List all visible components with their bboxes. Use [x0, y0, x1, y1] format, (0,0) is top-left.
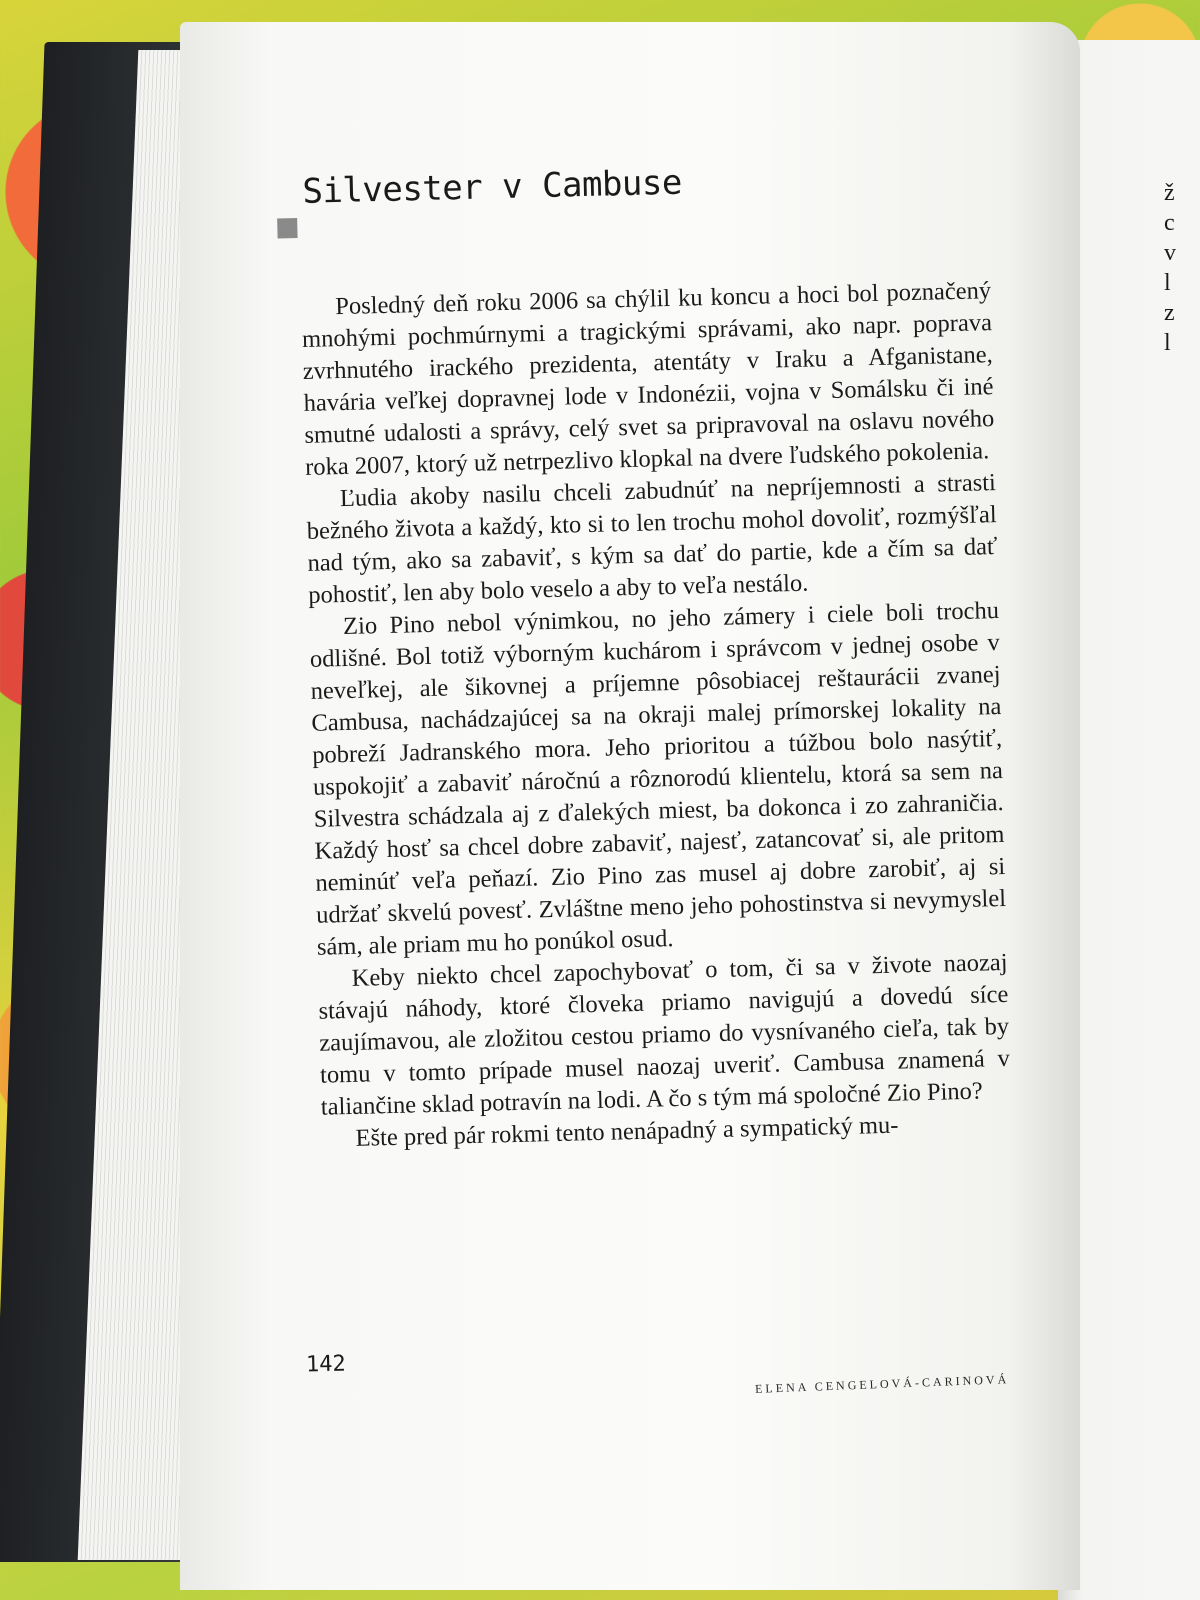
next-page-fragment: v	[1164, 240, 1176, 266]
chapter-body	[301, 275, 1012, 1156]
paragraph: Zio Pino nebol výnimkou, no jeho zámery i ciele boli trochu odlišné. Bol totiž výborným kuchárom i správcom v jednej osobe v neveľkej, ale šikovnej a príjemne pôsobiacej reštaurácii zvanej Cambusa, nachádzajúcej sa na okraji malej prímorskej lokality na pobreží Jadranského mora. Jeho prioritou a túžbou bolo nasýtiť, uspokojiť a zabaviť náročnú a rôznorodú klientelu, ktorá sa sem na Silvestra schádzala aj z ďalekých miest, ba dokonca i zo zahraničia. Každý hosť sa chcel dobre zabaviť, najesť, zatancovať si, ale pritom neminúť veľa peňazí. Zio Pino zas musel aj dobre zarobiť, aj si udržať skvelú povesť. Zvláštne meno jeho pohostinstva si nevymyslel sám, ale priam mu ho ponúkol osud.	[309, 597, 1007, 961]
next-page-fragment: z	[1164, 300, 1175, 326]
heading-square-marker	[277, 218, 297, 238]
paragraph: Posledný deň roku 2006 sa chýlil ku koncu a hoci bol poznačený mnohými pochmúrnymi a tragickými správami, ako napr. poprava zvrhnutého irackého prezidenta, atentáty v Iraku a Afganistane, havária veľkej dopravnej lode v Indonézii, vojna v Somálsku či iné smutné udalosti a správy, celý svet sa pripravoval na oslavu nového roka 2007, ktorý už netrpezlivo klopkal na dvere ľudského pokolenia.	[301, 277, 995, 481]
chapter-heading-row	[298, 155, 989, 232]
next-page-fragment: c	[1164, 210, 1175, 236]
next-page-fragment: l	[1164, 330, 1171, 356]
page-number: 142	[305, 1351, 347, 1378]
running-footer-author: ELENA CENGELOVÁ-CARINOVÁ	[754, 1372, 1010, 1396]
next-page-text-fragments	[1164, 178, 1176, 358]
next-page-fragment: l	[1164, 270, 1171, 296]
next-page-fragment: ž	[1164, 180, 1175, 206]
paragraph: Keby niekto chcel zapochybovať o tom, či sa v živote naozaj stávajú náhody, ktoré človeka priamo navigujú a dovedú síce zaujímavou, ale zložitou cestou priamo do vysnívaného cieľa, tak by tomu v tomto prípade musel naozaj uveriť. Cambusa znamená v taliančine sklad potravín na lodi. A čo s tým má spoločné Zio Pino?	[318, 948, 1011, 1121]
chapter-title: Silvester v Cambuse	[301, 162, 683, 212]
page-content	[298, 155, 1012, 1156]
paragraph: Ešte pred pár rokmi tento nenápadný a sympatický mu-	[355, 1111, 899, 1152]
paragraph: Ľudia akoby nasilu chceli zabudnúť na nepríjemnosti a strasti bežného života a každý, kto si to len trochu mohol dovoliť, rozmýšľal nad tým, ako sa zabaviť, s kým sa dať do partie, kde a čím sa dať pohostiť, len aby bolo veselo a aby to veľa nestálo.	[306, 469, 998, 609]
book-page	[180, 22, 1080, 1590]
